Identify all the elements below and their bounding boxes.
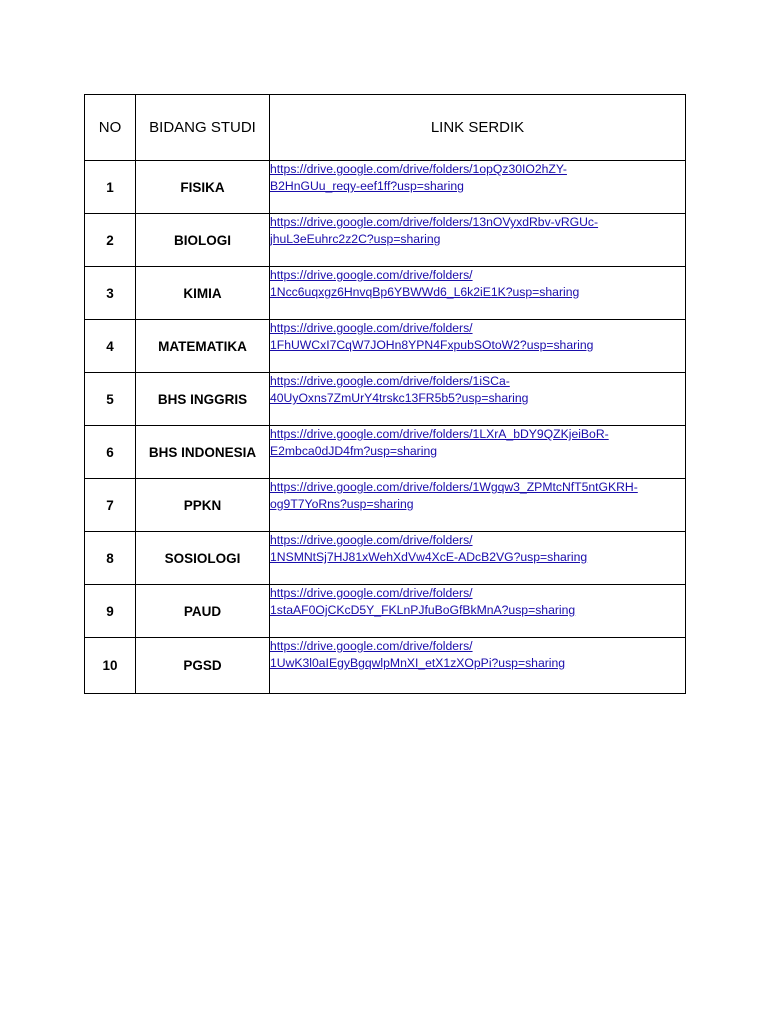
link-line-2: 1NSMNtSj7HJ81xWehXdVw4XcE-ADcB2VG?usp=sharing	[270, 550, 588, 564]
table-row	[85, 585, 686, 638]
row-link-cell	[270, 161, 686, 214]
link-line-1: https://drive.google.com/drive/folders/1iSCa-	[270, 374, 510, 388]
row-link-cell	[270, 479, 686, 532]
serdik-link[interactable]	[270, 479, 685, 513]
row-bidang-studi: SOSIOLOGI	[136, 532, 270, 585]
link-line-2: jhuL3eEuhrc2z2C?usp=sharing	[270, 232, 441, 246]
serdik-table	[84, 94, 686, 694]
row-bidang-studi: BIOLOGI	[136, 214, 270, 267]
table-row	[85, 426, 686, 479]
link-line-2: B2HnGUu_reqy-eef1ff?usp=sharing	[270, 179, 464, 193]
row-number: 10	[85, 638, 136, 694]
row-link-cell	[270, 532, 686, 585]
link-line-1: https://drive.google.com/drive/folders/1opQz30IO2hZY-	[270, 162, 567, 176]
header-link-serdik: LINK SERDIK	[270, 95, 686, 161]
row-bidang-studi: BHS INDONESIA	[136, 426, 270, 479]
header-bidang-studi: BIDANG STUDI	[136, 95, 270, 161]
link-line-1: https://drive.google.com/drive/folders/	[270, 268, 473, 282]
row-link-cell	[270, 267, 686, 320]
table-header-row	[85, 95, 686, 161]
row-link-cell	[270, 585, 686, 638]
row-bidang-studi: PAUD	[136, 585, 270, 638]
table-row	[85, 479, 686, 532]
serdik-link[interactable]	[270, 585, 685, 619]
row-number: 4	[85, 320, 136, 373]
link-line-2: 1Ncc6uqxgz6HnvqBp6YBWWd6_L6k2iE1K?usp=sharing	[270, 285, 580, 299]
row-link-cell	[270, 320, 686, 373]
link-line-1: https://drive.google.com/drive/folders/1LXrA_bDY9QZKjeiBoR-	[270, 427, 609, 441]
link-line-2: 1UwK3l0aIEgyBgqwlpMnXI_etX1zXOpPi?usp=sharing	[270, 656, 566, 670]
serdik-link[interactable]	[270, 426, 685, 460]
table-row	[85, 161, 686, 214]
row-bidang-studi: BHS INGGRIS	[136, 373, 270, 426]
serdik-link[interactable]	[270, 373, 685, 407]
serdik-link[interactable]	[270, 161, 685, 195]
table-row	[85, 532, 686, 585]
row-link-cell	[270, 373, 686, 426]
table-row	[85, 214, 686, 267]
table-row	[85, 320, 686, 373]
row-number: 3	[85, 267, 136, 320]
link-line-2: E2mbca0dJD4fm?usp=sharing	[270, 444, 437, 458]
row-bidang-studi: PGSD	[136, 638, 270, 694]
row-bidang-studi: KIMIA	[136, 267, 270, 320]
row-bidang-studi: FISIKA	[136, 161, 270, 214]
row-number: 6	[85, 426, 136, 479]
link-line-1: https://drive.google.com/drive/folders/1Wgqw3_ZPMtcNfT5ntGKRH-	[270, 480, 638, 494]
row-number: 7	[85, 479, 136, 532]
link-line-2: 1staAF0OjCKcD5Y_FKLnPJfuBoGfBkMnA?usp=sharing	[270, 603, 576, 617]
row-bidang-studi: MATEMATIKA	[136, 320, 270, 373]
row-link-cell	[270, 426, 686, 479]
table-row	[85, 638, 686, 694]
link-line-1: https://drive.google.com/drive/folders/13nOVyxdRbv-vRGUc-	[270, 215, 599, 229]
row-bidang-studi: PPKN	[136, 479, 270, 532]
row-number: 5	[85, 373, 136, 426]
row-number: 8	[85, 532, 136, 585]
link-line-2: 40UyOxns7ZmUrY4trskc13FR5b5?usp=sharing	[270, 391, 529, 405]
row-number: 1	[85, 161, 136, 214]
link-line-2: og9T7YoRns?usp=sharing	[270, 497, 414, 511]
serdik-link[interactable]	[270, 638, 685, 672]
row-link-cell	[270, 214, 686, 267]
row-link-cell	[270, 638, 686, 694]
serdik-link[interactable]	[270, 267, 685, 301]
serdik-link[interactable]	[270, 532, 685, 566]
table-row	[85, 373, 686, 426]
row-number: 2	[85, 214, 136, 267]
serdik-link[interactable]	[270, 320, 685, 354]
link-line-2: 1FhUWCxI7CqW7JOHn8YPN4FxpubSOtoW2?usp=sharing	[270, 338, 594, 352]
link-line-1: https://drive.google.com/drive/folders/	[270, 586, 473, 600]
table-row	[85, 267, 686, 320]
link-line-1: https://drive.google.com/drive/folders/	[270, 533, 473, 547]
link-line-1: https://drive.google.com/drive/folders/	[270, 321, 473, 335]
serdik-link[interactable]	[270, 214, 685, 248]
link-line-1: https://drive.google.com/drive/folders/	[270, 639, 473, 653]
header-no: NO	[85, 95, 136, 161]
row-number: 9	[85, 585, 136, 638]
